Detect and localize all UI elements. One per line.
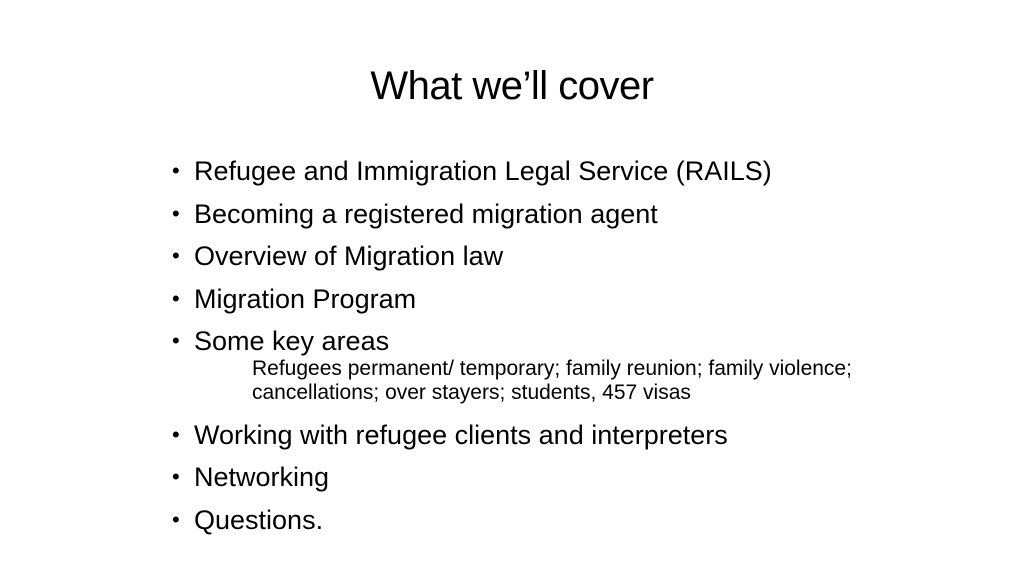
bullet-text: Overview of Migration law <box>194 241 504 271</box>
bullet-item <box>172 320 972 363</box>
bullet-dot-icon: • <box>172 506 180 532</box>
bullet-dot-icon: • <box>172 328 180 353</box>
bullet-item <box>172 456 972 499</box>
bullet-text: Working with refugee clients and interpreters <box>194 419 728 450</box>
bullet-dot-icon: • <box>172 200 180 226</box>
bullet-dot-icon: • <box>172 421 180 447</box>
bullet-dot-icon: • <box>172 464 180 489</box>
sub-line: cancellations; over stayers; students, 457 visas <box>252 380 691 404</box>
bullet-text: Migration Program <box>194 283 417 314</box>
bullet-dot-icon: • <box>172 243 180 268</box>
bullet-item <box>172 414 972 457</box>
sub-line: Refugees permanent/ temporary; family reunion; family violence; <box>252 356 852 380</box>
bullet-dot-icon: • <box>172 285 180 311</box>
bullet-text: Questions. <box>194 504 324 535</box>
bullet-dot-icon: • <box>172 158 180 183</box>
sub-text <box>172 357 972 405</box>
bullet-text: Networking <box>194 462 330 492</box>
slide-title: What we’ll cover <box>370 64 654 108</box>
bullet-list <box>172 150 972 541</box>
bullet-item <box>172 150 972 193</box>
bullet-item <box>172 499 972 542</box>
bullet-item <box>172 193 972 236</box>
bullet-text: Some key areas <box>194 326 390 356</box>
bullet-item <box>172 235 972 278</box>
bullet-item <box>172 278 972 321</box>
bullet-text: Becoming a registered migration agent <box>194 198 658 229</box>
bullet-text: Refugee and Immigration Legal Service (RAILS) <box>194 156 772 186</box>
